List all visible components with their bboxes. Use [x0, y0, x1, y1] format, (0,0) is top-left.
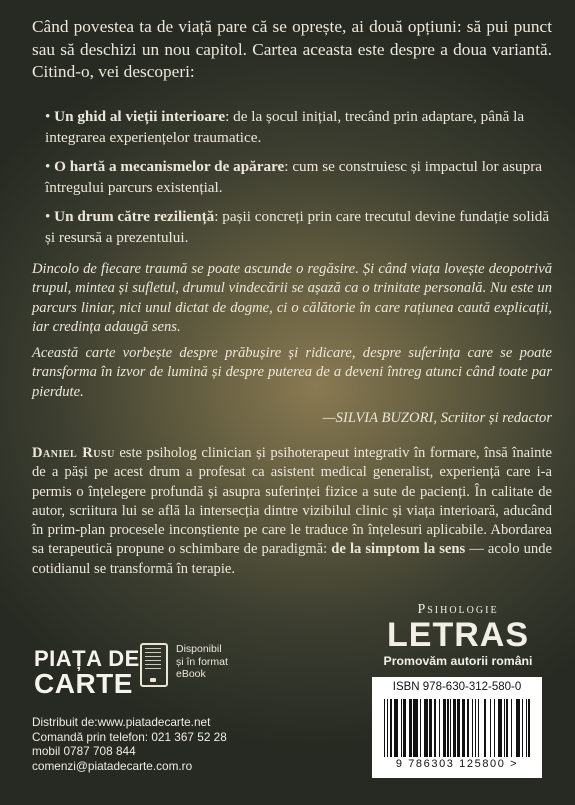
- feature-list: [45, 106, 550, 256]
- list-item: • Un ghid al vieții interioare: de la șocul inițial, trecând prin adaptare, până la integrarea experiențelor traumatice.: [45, 108, 525, 146]
- isbn-barcode-box: [372, 677, 542, 778]
- author-name: Daniel Rusu: [32, 445, 115, 461]
- intro-paragraph: Când povestea ta de viață pare că se oprește, ai două opțiuni: să pui punct sau să deschizi un nou capitol. Cartea aceasta este despre a doua variantă. Citind-o, vei descoperi:: [32, 17, 552, 81]
- list-item: • Un drum către reziliență: pașii concreți prin care trecutul devine fundație solidă și resursă a prezentului.: [45, 208, 550, 246]
- publisher-block: [372, 602, 544, 668]
- bio-text-end: — acolo unde cotidianul se transformă în terapie.: [32, 541, 552, 577]
- distribution-contact: [32, 715, 227, 773]
- ebook-availability: [176, 643, 228, 681]
- bio-text: este psiholog clinician și psihoterapeut integrativ în formare, însă înainte de a păși pe acest drum a profesat ca asistent medical generalist, experiență care i-a permis o înțelegere profundă și asupra suferinței fizice a sute de pacienți. În calitate de autor, scriitura lui se află la intersecția dintre vizibilul clinic și viața interioară, aducând în prim-plan procesele inconștiente pe care le traduce în înțelesuri aplicabile. Abordarea sa terapeutică propune o schimbare de paradigmă:: [32, 445, 552, 558]
- contact-line: Comandă prin telefon: 021 367 52 28: [32, 729, 227, 744]
- author-bio: [32, 444, 552, 579]
- bullet-text: : pașii concreți prin care trecutul devine fundație solidă și resursă a prezentului.: [45, 208, 550, 246]
- ebook-line: Disponibil: [176, 643, 222, 655]
- logo-line-1: PIAȚA DE: [34, 646, 140, 671]
- contact-line: comenzi@piatadecarte.com.ro: [32, 758, 193, 773]
- series-label: Psihologie: [417, 602, 499, 617]
- bullet-title: Un drum către reziliență: [54, 208, 215, 225]
- publisher-logo: LETRAS: [387, 616, 529, 654]
- quote-author: SILVIA BUZORI: [335, 410, 434, 427]
- piata-de-carte-logo: [34, 648, 140, 698]
- quote-role: , Scriitor și redactor: [433, 410, 552, 427]
- ereader-icon: [140, 643, 168, 687]
- bullet-text: : de la șocul inițial, trecând prin adaptare, până la integrarea experiențelor traumatice.: [45, 108, 525, 146]
- italic-paragraph: Această carte vorbește despre prăbușire și ridicare, despre suferința care se poate transforma în izvor de lumină și despre puterea de a deveni întreg atunci când toate par pierdute.: [32, 345, 552, 400]
- italic-paragraph: Dincolo de fiecare traumă se poate ascunde o regăsire. Și când viața lovește deopotrivă trupul, mintea și sufletul, drumul vindecării se așază ca o trinitate personală. Nu este un parcurs liniar, nici unul dictat de dogme, ci o călătorie în care rațiunea caută explicații, iar credința adaugă sens.: [32, 261, 552, 335]
- publisher-tagline: Promovăm autorii români: [383, 654, 533, 668]
- ebook-line: eBook: [176, 668, 206, 680]
- contact-line: Distribuit de:www.piatadecarte.net: [32, 715, 211, 729]
- ebook-line: și în format: [176, 655, 228, 668]
- list-item: • O hartă a mecanismelor de apărare: cum se construiesc și impactul lor asupra întregului parcurs existențial.: [45, 158, 542, 196]
- quote-attribution: [32, 409, 552, 428]
- barcode: [384, 699, 530, 757]
- bio-highlight: de la simptom la sens: [331, 541, 466, 558]
- quote-dash: —: [322, 410, 336, 427]
- contact-line: mobil 0787 708 844: [32, 744, 136, 758]
- italic-section: [32, 260, 552, 428]
- barcode-digits: 9 786303 125800 >: [395, 758, 519, 770]
- bullet-title: Un ghid al vieții interioare: [54, 108, 226, 125]
- bullet-text: : cum se construiesc și impactul lor asupra întregului parcurs existențial.: [45, 158, 542, 196]
- isbn-label: ISBN 978-630-312-580-0: [392, 681, 522, 693]
- bullet-title: O hartă a mecanismelor de apărare: [54, 158, 285, 175]
- logo-line-2: CARTE: [34, 668, 133, 699]
